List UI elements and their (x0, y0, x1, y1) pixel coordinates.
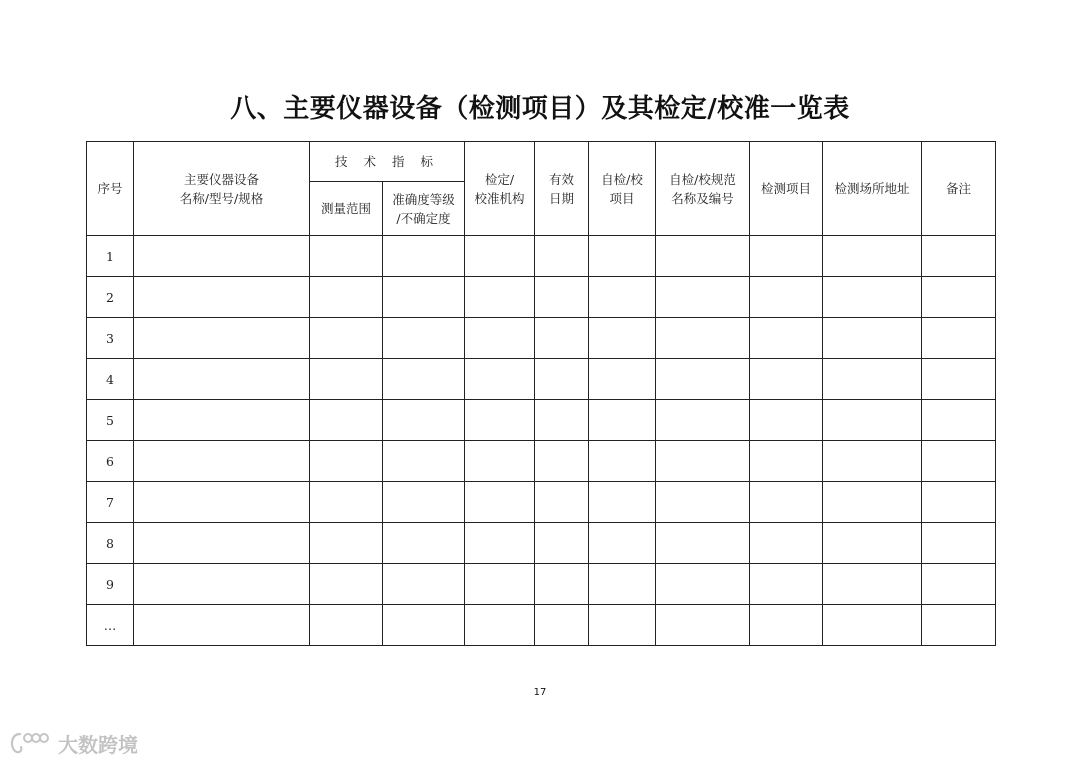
row-number: 6 (87, 441, 134, 482)
table-cell (134, 482, 310, 523)
table-cell (922, 400, 996, 441)
table-cell (383, 359, 465, 400)
row-number: … (87, 605, 134, 646)
table-cell (750, 605, 823, 646)
logo-icon (8, 730, 52, 756)
header-accuracy-line1: 准确度等级 (392, 191, 455, 207)
header-self-spec-line1: 自检/校规范 (669, 171, 736, 187)
table-row (87, 359, 996, 400)
table-cell (656, 277, 750, 318)
header-test-site: 检测场所地址 (823, 142, 922, 236)
table-row (87, 605, 996, 646)
table-cell (750, 236, 823, 277)
table-cell (134, 400, 310, 441)
table-cell (465, 564, 535, 605)
header-equipment (134, 142, 310, 236)
table-cell (589, 359, 656, 400)
row-number: 4 (87, 359, 134, 400)
table-cell (823, 400, 922, 441)
table-cell (383, 441, 465, 482)
table-cell (134, 236, 310, 277)
table-cell (134, 441, 310, 482)
table-cell (750, 441, 823, 482)
table-cell (134, 564, 310, 605)
table-cell (589, 564, 656, 605)
header-calib-org-line2: 校准机构 (474, 190, 525, 206)
table-cell (535, 564, 589, 605)
table-cell (465, 400, 535, 441)
header-calib-org-line1: 检定/ (484, 171, 515, 187)
table-cell (656, 523, 750, 564)
table-cell (922, 359, 996, 400)
table-cell (750, 400, 823, 441)
table-row (87, 564, 996, 605)
table-cell (310, 236, 383, 277)
header-self-spec-line2: 名称及编号 (671, 190, 734, 206)
table-cell (823, 359, 922, 400)
table-cell (823, 605, 922, 646)
table-cell (656, 482, 750, 523)
header-accuracy (383, 182, 465, 236)
table-cell (535, 605, 589, 646)
header-self-check-items (589, 142, 656, 236)
table-cell (589, 236, 656, 277)
table-cell (922, 441, 996, 482)
table-cell (535, 400, 589, 441)
table-cell (465, 318, 535, 359)
header-calib-org (465, 142, 535, 236)
table-cell (750, 482, 823, 523)
table-cell (656, 236, 750, 277)
table-cell (823, 318, 922, 359)
row-number: 9 (87, 564, 134, 605)
table-cell (656, 318, 750, 359)
header-equipment-line2: 名称/型号/规格 (179, 190, 264, 206)
table-cell (823, 482, 922, 523)
table-cell (922, 482, 996, 523)
table-cell (383, 236, 465, 277)
row-number: 5 (87, 400, 134, 441)
row-number: 2 (87, 277, 134, 318)
table-cell (310, 318, 383, 359)
table-cell (656, 359, 750, 400)
table-cell (922, 318, 996, 359)
table-cell (589, 318, 656, 359)
header-self-check-line2: 项目 (609, 190, 635, 206)
table-cell (383, 277, 465, 318)
header-valid-date (535, 142, 589, 236)
table-cell (383, 482, 465, 523)
row-number: 7 (87, 482, 134, 523)
row-number: 3 (87, 318, 134, 359)
table-cell (823, 277, 922, 318)
table-cell (750, 277, 823, 318)
header-valid-line2: 日期 (549, 190, 575, 206)
table-cell (383, 564, 465, 605)
equipment-calibration-table (86, 141, 996, 646)
table-cell (922, 605, 996, 646)
table-cell (922, 236, 996, 277)
table-cell (535, 236, 589, 277)
table-cell (465, 605, 535, 646)
table-cell (750, 564, 823, 605)
table-cell (750, 523, 823, 564)
table-cell (656, 400, 750, 441)
header-test-items: 检测项目 (750, 142, 823, 236)
table-row (87, 441, 996, 482)
header-tech-specs: 技 术 指 标 (310, 142, 465, 182)
table-cell (310, 482, 383, 523)
header-self-check-line1: 自检/校 (601, 171, 643, 187)
table-cell (922, 564, 996, 605)
table-cell (535, 441, 589, 482)
table-cell (310, 277, 383, 318)
table-cell (823, 236, 922, 277)
table-cell (589, 441, 656, 482)
table-cell (535, 482, 589, 523)
table-cell (383, 400, 465, 441)
header-measure-range: 测量范围 (310, 182, 383, 236)
table-row (87, 318, 996, 359)
table-cell (310, 400, 383, 441)
table-cell (310, 359, 383, 400)
table-row (87, 400, 996, 441)
table-cell (823, 441, 922, 482)
watermark (8, 728, 138, 758)
table-cell (535, 523, 589, 564)
table-cell (823, 564, 922, 605)
table-cell (465, 482, 535, 523)
table-cell (310, 523, 383, 564)
table-row (87, 236, 996, 277)
table-cell (922, 277, 996, 318)
table-cell (656, 564, 750, 605)
header-self-check-spec (656, 142, 750, 236)
table-cell (535, 318, 589, 359)
table-cell (310, 605, 383, 646)
table-cell (535, 277, 589, 318)
table-row (87, 277, 996, 318)
table-cell (589, 277, 656, 318)
page-title: 八、主要仪器设备（检测项目）及其检定/校准一览表 (230, 94, 850, 124)
table-cell (383, 605, 465, 646)
table-cell (823, 523, 922, 564)
header-valid-line1: 有效 (549, 171, 575, 187)
table-cell (465, 441, 535, 482)
table-cell (465, 236, 535, 277)
table-cell (383, 318, 465, 359)
table-body (87, 236, 996, 646)
table-cell (134, 605, 310, 646)
table-cell (465, 523, 535, 564)
table-cell (589, 523, 656, 564)
header-equipment-line1: 主要仪器设备 (183, 171, 259, 187)
row-number: 1 (87, 236, 134, 277)
table-cell (656, 441, 750, 482)
table-cell (589, 605, 656, 646)
table-cell (750, 318, 823, 359)
page-number: 17 (533, 687, 547, 698)
table-cell (134, 359, 310, 400)
row-number: 8 (87, 523, 134, 564)
table-row (87, 482, 996, 523)
table-cell (134, 277, 310, 318)
watermark-text: 大数跨境 (58, 732, 138, 757)
table-cell (656, 605, 750, 646)
table-cell (922, 523, 996, 564)
header-accuracy-line2: /不确定度 (396, 210, 451, 226)
header-remarks: 备注 (922, 142, 996, 236)
table-cell (750, 359, 823, 400)
table-cell (589, 400, 656, 441)
table-cell (465, 359, 535, 400)
table-cell (535, 359, 589, 400)
table-row (87, 523, 996, 564)
table-cell (134, 318, 310, 359)
table-cell (310, 441, 383, 482)
table-cell (310, 564, 383, 605)
table-cell (589, 482, 656, 523)
header-seq: 序号 (87, 142, 134, 236)
table-cell (134, 523, 310, 564)
table-cell (465, 277, 535, 318)
table-cell (383, 523, 465, 564)
